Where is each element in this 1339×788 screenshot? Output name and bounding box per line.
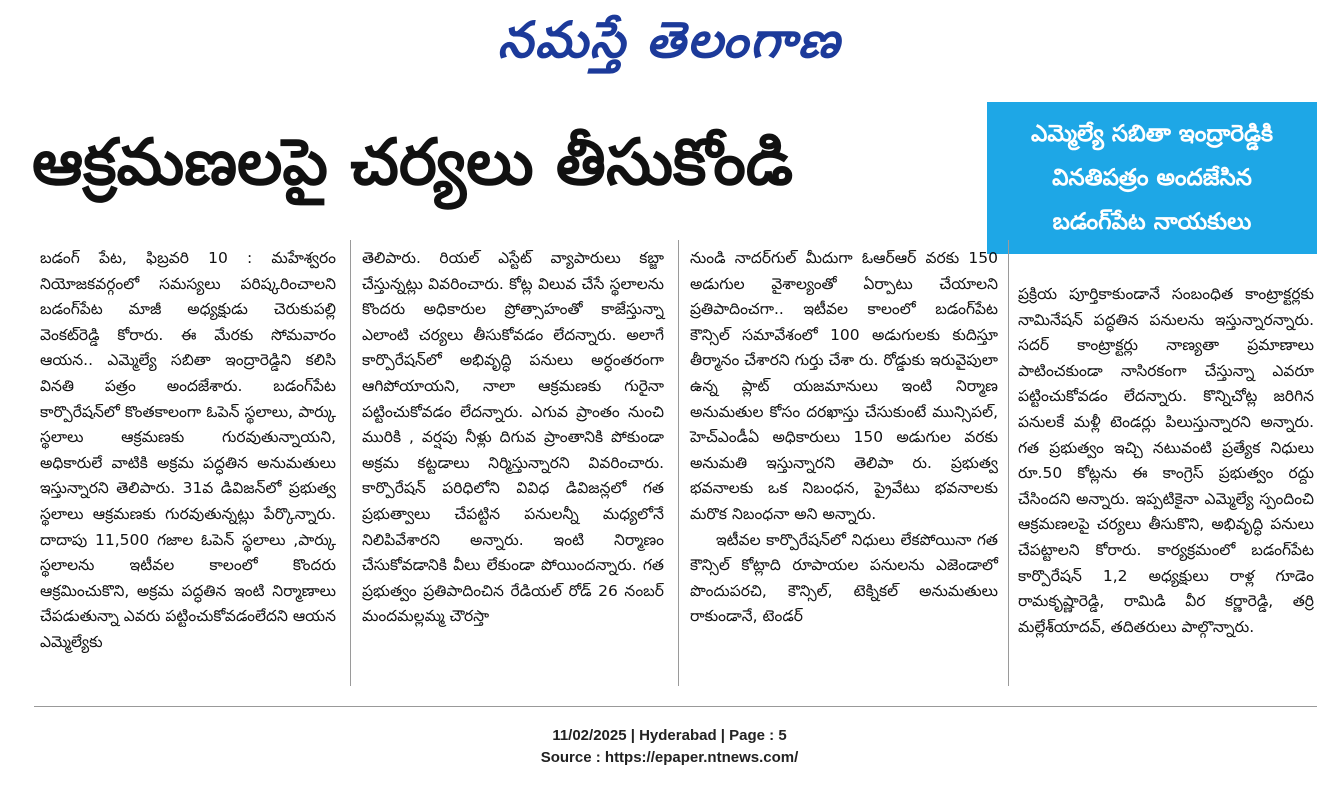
article-paragraph: నుండి నాదర్‌గుల్ మీదుగా ఓఆర్ఆర్ వరకు 150 అడుగుల వైశాల్యంతో ఏర్పాటు చేయాలని ప్రతిపాదించగా.. ఇటీవల కాలంలో బడంగ్‌పేట కౌన్సిల్ సమావేశంలో 100 అడుగులకు కుదిస్తూ తీర్మానం చేశారని గుర్తు చేశా రు. రోడ్డుకు ఇరువైపులా ఉన్న ప్లాట్ యజమానులు ఇంటి నిర్మాణ అనుమతుల కోసం దరఖాస్తు చేసుకుంటే మున్సిపల్, హెచ్ఎండీఏ అధికారులు 150 అడుగుల వరకు అనుమతి ఇస్తున్నారని తెలిపా రు. ప్రభుత్వ భవనాలకు ఒక నిబంధన, ప్రైవేటు భవనాలకు మరొక నిబంధనా అని అన్నారు. [690, 249, 998, 523]
column-divider [350, 240, 351, 686]
article-column-3 [690, 246, 998, 630]
article-column-2 [362, 246, 664, 630]
masthead-title: నమస్తే తెలంగాణ [497, 10, 842, 69]
footer-divider [34, 706, 1317, 707]
subheadline-line: ఎమ్మెల్యే సబితా ఇంద్రారెడ్డికి [1030, 121, 1274, 147]
article-column-1 [40, 246, 336, 656]
subheadline-line: వినతిపత్రం అందజేసిన [1052, 165, 1252, 191]
article-headline: ఆక్రమణలపై చర్యలు తీసుకోండి [32, 126, 794, 200]
article-column-4 [1018, 282, 1314, 640]
article-paragraph: ఇటీవల కార్పొరేషన్‌లో నిధులు లేకపోయినా గత కౌన్సిల్ కోట్లాది రూపాయల పనులను ఎజెండాలో పొందుపరచి, కౌన్సిల్, టెక్నికల్ అనుమతులు రాకుండానే, టెండర్ [690, 530, 998, 626]
column-divider [1008, 240, 1009, 686]
newspaper-masthead [0, 10, 1339, 72]
article-paragraph: తెలిపారు. రియల్ ఎస్టేట్ వ్యాపారులు కబ్జా చేస్తున్నట్లు వివరించారు. కోట్ల విలువ చేసే స్థలాలను కొందరు అధికారుల ప్రోత్సాహంతో కాజేస్తున్నా ఎలాంటి చర్యలు తీసుకోవడం లేదన్నారు. అలాగే కార్పొరేషన్‌లో అభివృద్ధి పనులు అర్ధంతరంగా ఆగిపోయాయని, నాలా ఆక్రమణకు గురైనా పట్టించుకోవడం లేదన్నారు. ఎగువ ప్రాంతం నుంచి మురికి , వర్షపు నీళ్లు దిగువ ప్రాంతానికి పోకుండా అక్రమ కట్టడాలు నిర్మిస్తున్నారని వివరించారు. కార్పొరేషన్ పరిధిలోని వివిధ డివిజన్లలో గత ప్రభుత్వాలు చేపట్టిన పనులన్నీ మధ్యలోనే నిలిపివేశారని అన్నారు. ఇంటి నిర్మాణం చేసుకోవడానికి వీలు లేకుండా పోయిందన్నారు. గత ప్రభుత్వం ప్రతిపాదించిన రేడియల్ రోడ్ 26 నంబర్ మందమల్లమ్మ చౌరస్తా [362, 249, 664, 626]
article-paragraph: ప్రక్రియ పూర్తికాకుండానే సంబంధిత కాంట్రాక్టర్లకు నామినేషన్ పద్ధతిన పనులను ఇస్తున్నారన్నారు. సదర్ కాంట్రాక్టర్లు నాణ్యతా ప్రమాణాలు పాటించకుండా నాసిరకంగా చేస్తున్నా ఎవరూ పట్టించుకోవడం లేదన్నారు. కొన్నిచోట్ల జరిగిన పనులకే మళ్లీ టెండర్లు పిలుస్తున్నారని అన్నారు. గత ప్రభుత్వం ఇచ్చి నటువంటి ప్రత్యేక నిధులు రూ.50 కోట్లను ఈ కాంగ్రెస్ ప్రభుత్వం రద్దు చేసిందని అన్నారు. ఇప్పటికైనా ఎమ్మెల్యే స్పందించి ఆక్రమణలపై చర్యలు తీసుకొని, అభివృద్ధి పనులు చేపట్టాలని కోరారు. కార్యక్రమంలో బడంగ్‌పేట కార్పొరేషన్ 1,2 అధ్యక్షులు రాళ్ల గూడెం రామకృష్ణారెడ్డి, రామిడి వీర కర్ణారెడ్డి, తర్రి మల్లేశ్‌యాదవ్, తదితరులు పాల్గొన్నారు. [1018, 285, 1314, 636]
subheadline-line: బడంగ్‌పేట నాయకులు [1052, 209, 1252, 235]
column-divider [678, 240, 679, 686]
subheadline-box [987, 102, 1317, 254]
article-paragraph: బడంగ్ పేట, ఫిబ్రవరి 10 : మహేశ్వరం నియోజకవర్గంలో సమస్యలు పరిష్కరించాలని బడంగ్‌పేట మాజీ అధ్యక్షుడు చెరుకుపల్లి వెంకట్‌రెడ్డి కోరారు. ఈ మేరకు సోమవారం ఆయన.. ఎమ్మెల్యే సబితా ఇంద్రారెడ్డిని కలిసి వినతి పత్రం అందజేశారు. బడంగ్‌పేట కార్పొరేషన్‌లో కొంతకాలంగా ఓపెన్ స్థలాలు, పార్కు స్థలాలు ఆక్రమణకు గురవుతున్నాయని, అధికారులే వాటికి అక్రమ పద్ధతిన అనుమతులు ఇస్తున్నారని తెలిపారు. 31వ డివిజన్‌లో ప్రభుత్వ స్థలాలు ఆక్రమణకు గురవుతున్నట్లు పేర్కొన్నారు. దాదాపు 11,500 గజాల ఓపెన్ స్థలాలు ,పార్కు స్థలాలను ఇటీవల కాలంలో కొందరు ఆక్రమించుకొని, అక్రమ పద్ధతిన ఇంటి నిర్మాణాలు చేపడుతున్నా ఎవరు పట్టించుకోవడంలేదని ఆయన ఎమ్మెల్యేకు [40, 249, 336, 651]
footer-date-edition: 11/02/2025 | Hyderabad | Page : 5 [552, 727, 787, 744]
footer-source-link[interactable]: Source : https://epaper.ntnews.com/ [540, 749, 799, 766]
